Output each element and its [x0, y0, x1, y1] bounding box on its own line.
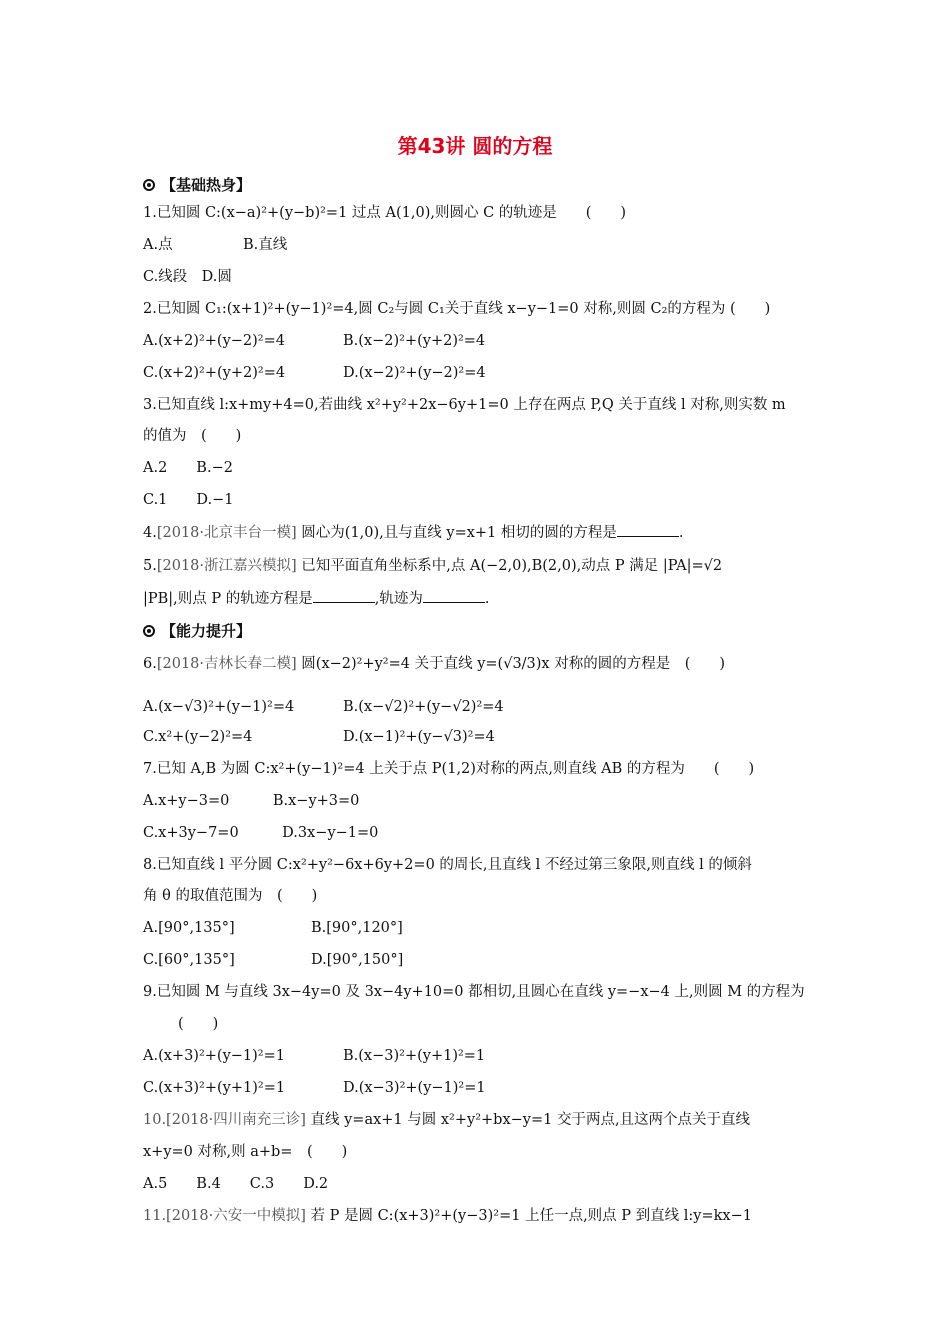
q8-option-c: C.[60°,135°] [143, 952, 235, 968]
question-11: 11.[2018·六安一中模拟] 若 P 是圆 C:(x+3)²+(y−3)²=1 上任一点,则点 P 到直线 l:y=kx−1 [143, 1208, 752, 1224]
question-9-line2: ( ) [178, 1016, 219, 1032]
question-5-line2: |PB|,则点 P 的轨迹方程是 ,轨迹为 . [143, 588, 489, 609]
question-4: 4.[2018·北京丰台一模] 圆心为(1,0),且与直线 y=x+1 相切的圆的方程是 . [143, 522, 683, 543]
q1-option-a: A.点 [143, 237, 173, 253]
question-1: 1.已知圆 C:(x−a)²+(y−b)²=1 过点 A(1,0),则圆心 C 的轨迹是 ( ) [143, 205, 627, 221]
q7-option-cd: C.x+3y−7=0 D.3x−y−1=0 [143, 825, 379, 841]
page-title: 第43讲 圆的方程 [397, 134, 553, 158]
q8-option-b: B.[90°,120°] [311, 920, 403, 936]
q11-source: 11.[2018·六安一中模拟] [143, 1208, 306, 1224]
q6-source: [2018·吉林长春二模] [156, 656, 297, 672]
section-heading-basic: 【基础热身】 [143, 174, 251, 195]
answer-blank [423, 588, 485, 603]
q10-source: 10.[2018·四川南充三诊] [143, 1112, 306, 1128]
question-2: 2.已知圆 C₁:(x+1)²+(y−1)²=4,圆 C₂与圆 C₁关于直线 x−y−1=0 对称,则圆 C₂的方程为 ( ) [143, 301, 771, 317]
q6-option-a: A.(x−√3)²+(y−1)²=4 [143, 699, 295, 715]
q3-option-cd: C.1 D.−1 [143, 492, 234, 508]
q8-option-a: A.[90°,135°] [143, 920, 235, 936]
section-heading-advanced: 【能力提升】 [143, 620, 251, 641]
q1-option-cd: C.线段 D.圆 [143, 269, 232, 285]
q9-option-b: B.(x−3)²+(y+1)²=1 [343, 1048, 486, 1064]
answer-blank [617, 522, 679, 537]
question-6: 6.[2018·吉林长春二模] 圆(x−2)²+y²=4 关于直线 y=(√3/3)x 对称的圆的方程是 ( ) [143, 656, 726, 672]
question-10-line2: x+y=0 对称,则 a+b= ( ) [143, 1144, 348, 1160]
q2-option-a: A.(x+2)²+(y−2)²=4 [143, 333, 285, 349]
q1-option-b: B.直线 [243, 237, 288, 253]
q8-option-d: D.[90°,150°] [311, 952, 404, 968]
q5-source: [2018·浙江嘉兴模拟] [156, 558, 297, 574]
q6-option-b: B.(x−√2)²+(y−√2)²=4 [343, 699, 504, 715]
q2-option-d: D.(x−2)²+(y−2)²=4 [343, 365, 486, 381]
q2-option-c: C.(x+2)²+(y+2)²=4 [143, 365, 286, 381]
q2-option-b: B.(x−2)²+(y+2)²=4 [343, 333, 486, 349]
q6-option-d: D.(x−1)²+(y−√3)²=4 [343, 729, 495, 745]
bullet-icon [143, 625, 155, 637]
question-7: 7.已知 A,B 为圆 C:x²+(y−1)²=4 上关于点 P(1,2)对称的两点,则直线 AB 的方程为 ( ) [143, 761, 755, 777]
q4-source: [2018·北京丰台一模] [156, 525, 297, 541]
question-5-line1: 5.[2018·浙江嘉兴模拟] 已知平面直角坐标系中,点 A(−2,0),B(2,0),动点 P 满足 |PA|=√2 [143, 558, 723, 574]
question-3-line1: 3.已知直线 l:x+my+4=0,若曲线 x²+y²+2x−6y+1=0 上存在两点 P,Q 关于直线 l 对称,则实数 m [143, 397, 786, 413]
answer-blank [313, 588, 375, 603]
question-8-line2: 角 θ 的取值范围为 ( ) [143, 888, 318, 904]
bullet-icon [143, 179, 155, 191]
q9-option-a: A.(x+3)²+(y−1)²=1 [143, 1048, 285, 1064]
q6-option-c: C.x²+(y−2)²=4 [143, 729, 253, 745]
question-3-line2: 的值为 ( ) [143, 428, 242, 444]
q3-option-ab: A.2 B.−2 [143, 460, 233, 476]
q9-option-c: C.(x+3)²+(y+1)²=1 [143, 1080, 286, 1096]
question-8-line1: 8.已知直线 l 平分圆 C:x²+y²−6x+6y+2=0 的周长,且直线 l 不经过第三象限,则直线 l 的倾斜 [143, 857, 752, 873]
question-10-line1: 10.[2018·四川南充三诊] 直线 y=ax+1 与圆 x²+y²+bx−y=1 交于两点,且这两个点关于直线 [143, 1112, 751, 1128]
q10-options: A.5 B.4 C.3 D.2 [143, 1176, 329, 1192]
question-9-line1: 9.已知圆 M 与直线 3x−4y=0 及 3x−4y+10=0 都相切,且圆心在直线 y=−x−4 上,则圆 M 的方程为 [143, 984, 805, 1000]
q7-option-ab: A.x+y−3=0 B.x−y+3=0 [143, 793, 360, 809]
q9-option-d: D.(x−3)²+(y−1)²=1 [343, 1080, 486, 1096]
